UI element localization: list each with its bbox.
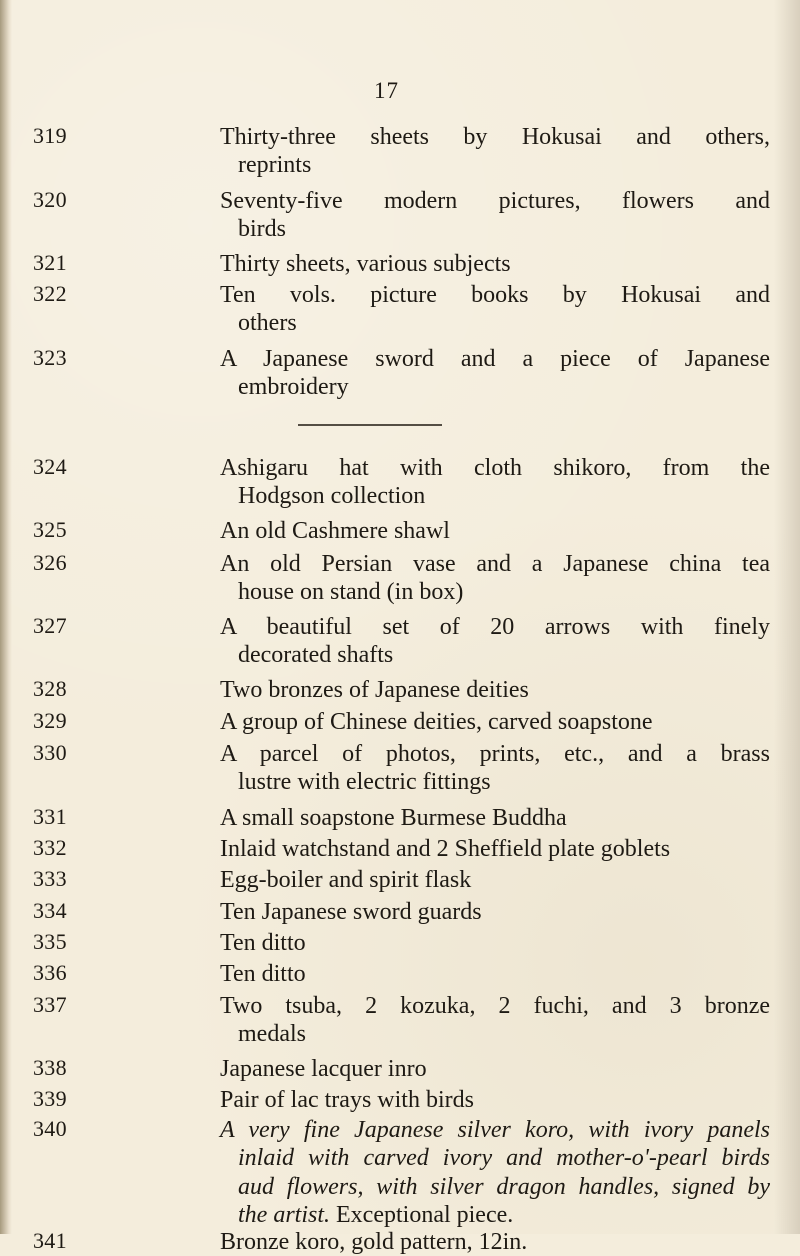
description-line-1: Ashigaru hat with cloth shikoro, from the bbox=[220, 455, 770, 481]
artist-note: the artist. bbox=[238, 1201, 331, 1228]
lot-number: 327 bbox=[33, 613, 67, 638]
description-line-3: aud flowers, with silver dragon handles, signed by bbox=[238, 1173, 770, 1200]
description-line-2: decorated shafts bbox=[238, 642, 394, 669]
lot-number: 323 bbox=[33, 345, 67, 370]
description-line-2: embroidery bbox=[238, 374, 349, 401]
description-line-1: A parcel of photos, prints, etc., and a brass bbox=[220, 741, 770, 767]
entry-description bbox=[220, 866, 770, 894]
lot-number: 340 bbox=[33, 1116, 67, 1141]
description-line-1: Ten vols. picture books by Hokusai and bbox=[220, 282, 770, 308]
entry-description bbox=[220, 676, 770, 704]
description-line-1: Bronze koro, gold pattern, 12in. bbox=[220, 1229, 528, 1255]
lot-number: 339 bbox=[33, 1086, 67, 1111]
description-line-1: Seventy-five modern pictures, flowers and bbox=[220, 188, 770, 214]
description-line-1: A very fine Japanese silver koro, with ivory panels bbox=[220, 1117, 770, 1143]
description-line-1: Ten ditto bbox=[220, 930, 306, 956]
description-line-1: A group of Chinese deities, carved soapstone bbox=[220, 709, 653, 735]
page-right-shadow bbox=[774, 0, 800, 1234]
entry-description bbox=[220, 1086, 770, 1114]
description-line-1: Ten Japanese sword guards bbox=[220, 899, 482, 925]
description-line-1: Pair of lac trays with birds bbox=[220, 1087, 474, 1113]
lot-number: 337 bbox=[33, 992, 67, 1017]
entry-description bbox=[220, 550, 770, 607]
lot-number: 336 bbox=[33, 960, 67, 985]
description-line-2: reprints bbox=[238, 152, 312, 179]
lot-number: 338 bbox=[33, 1055, 67, 1080]
description-line-1: Ten ditto bbox=[220, 961, 306, 987]
description-line-2: inlaid with carved ivory and mother-o'-pearl birds bbox=[238, 1145, 770, 1172]
section-divider bbox=[298, 424, 442, 426]
entry-description bbox=[220, 1228, 770, 1256]
entry-description bbox=[220, 898, 770, 926]
description-line-1: Two bronzes of Japanese deities bbox=[220, 677, 529, 703]
entry-description bbox=[220, 708, 770, 736]
entry-description bbox=[220, 960, 770, 988]
description-line-4 bbox=[220, 1201, 770, 1229]
entry-description bbox=[220, 250, 770, 278]
lot-number: 341 bbox=[33, 1228, 67, 1253]
description-line-1: A small soapstone Burmese Buddha bbox=[220, 805, 567, 831]
lot-number: 330 bbox=[33, 740, 67, 765]
entry-description bbox=[220, 740, 770, 797]
description-line-1: Thirty sheets, various subjects bbox=[220, 251, 511, 277]
description-line-2: Hodgson collection bbox=[238, 483, 426, 510]
lot-number: 332 bbox=[33, 835, 67, 860]
entry-description bbox=[220, 929, 770, 957]
entry-description bbox=[220, 1116, 770, 1229]
description-line-1: An old Persian vase and a Japanese china tea bbox=[220, 551, 770, 577]
lot-number: 325 bbox=[33, 517, 67, 542]
lot-number: 321 bbox=[33, 250, 67, 275]
description-line-2: birds bbox=[238, 216, 286, 243]
lot-number: 320 bbox=[33, 187, 67, 212]
lot-number: 329 bbox=[33, 708, 67, 733]
entry-description bbox=[220, 992, 770, 1049]
lot-number: 319 bbox=[33, 123, 67, 148]
entry-description bbox=[220, 187, 770, 244]
lot-number: 322 bbox=[33, 281, 67, 306]
description-line-2: house on stand (in box) bbox=[238, 579, 464, 606]
entry-description bbox=[220, 281, 770, 338]
page-left-shadow bbox=[0, 0, 12, 1234]
exceptional-note: Exceptional piece. bbox=[336, 1201, 514, 1228]
lot-number: 328 bbox=[33, 676, 67, 701]
entry-description bbox=[220, 123, 770, 180]
entry-description bbox=[220, 804, 770, 832]
entry-description bbox=[220, 454, 770, 511]
lot-number: 335 bbox=[33, 929, 67, 954]
lot-number: 334 bbox=[33, 898, 67, 923]
description-line-1: Japanese lacquer inro bbox=[220, 1056, 427, 1082]
description-line-1: Egg-boiler and spirit flask bbox=[220, 867, 472, 893]
entry-description bbox=[220, 517, 770, 545]
description-line-1: An old Cashmere shawl bbox=[220, 518, 450, 544]
lot-number: 331 bbox=[33, 804, 67, 829]
description-line-1: A Japanese sword and a piece of Japanese bbox=[220, 346, 770, 372]
entry-description bbox=[220, 613, 770, 670]
lot-number: 333 bbox=[33, 866, 67, 891]
entry-description bbox=[220, 1055, 770, 1083]
description-line-2: medals bbox=[238, 1021, 306, 1048]
lot-number: 324 bbox=[33, 454, 67, 479]
entry-description bbox=[220, 345, 770, 402]
description-line-1: Inlaid watchstand and 2 Sheffield plate goblets bbox=[220, 836, 671, 862]
description-line-2: others bbox=[238, 310, 297, 337]
description-line-1: A beautiful set of 20 arrows with finely bbox=[220, 614, 770, 640]
description-line-1: Thirty-three sheets by Hokusai and others, bbox=[220, 124, 770, 150]
description-line-1: Two tsuba, 2 kozuka, 2 fuchi, and 3 bronze bbox=[220, 993, 770, 1019]
entry-description bbox=[220, 835, 770, 863]
description-line-2: lustre with electric fittings bbox=[238, 769, 491, 796]
lot-number: 326 bbox=[33, 550, 67, 575]
page-number: 17 bbox=[374, 78, 399, 103]
